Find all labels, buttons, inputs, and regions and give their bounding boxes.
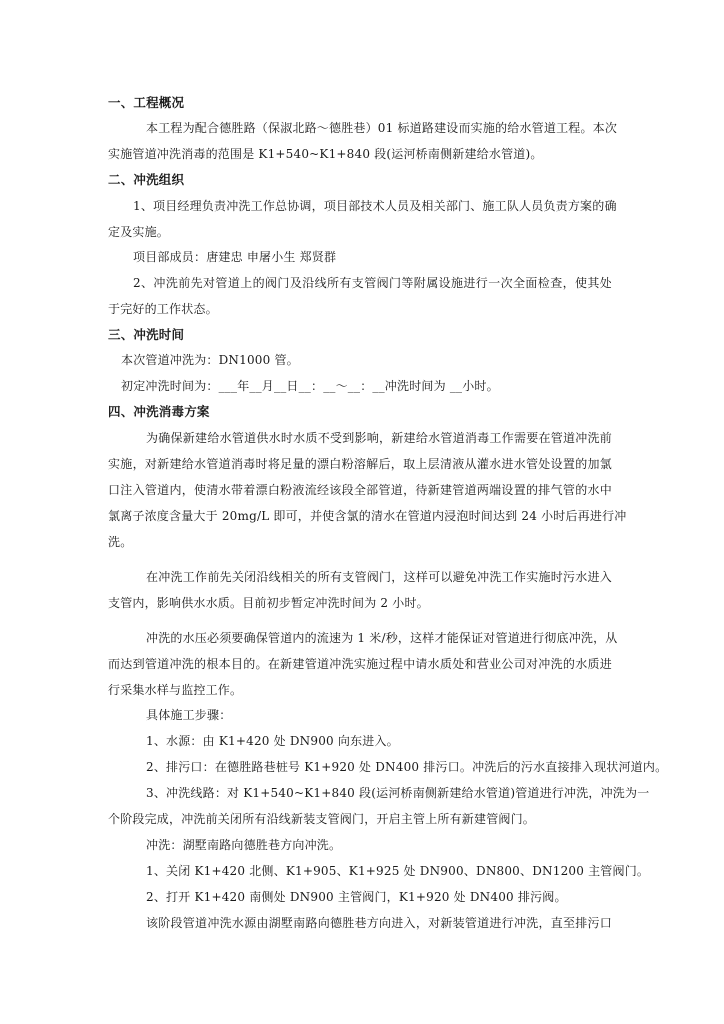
flush-schedule-line: 初定冲洗时间为：___年__月__日__：__～__：__冲洗时间为 __小时。 bbox=[121, 379, 499, 393]
section-heading-plan: 四、冲洗消毒方案 bbox=[108, 404, 210, 419]
section-heading-organization: 二、冲洗组织 bbox=[108, 172, 185, 187]
paragraph-line: 本次管道冲洗为：DN1000 管。 bbox=[121, 353, 299, 367]
project-members-line: 项目部成员：唐建忠 申屠小生 郑贤群 bbox=[133, 250, 337, 264]
paragraph-line: 氯离子浓度含量大于 20mg/L 即可，并使含氯的清水在管道内浸泡时间达到 24 小时后再进行冲 bbox=[108, 509, 627, 523]
paragraph-line: 支管内，影响供水水质。目前初步暂定冲洗时间为 2 小时。 bbox=[108, 596, 429, 610]
paragraph-line: 于完好的工作状态。 bbox=[108, 302, 218, 316]
paragraph-line: 在冲洗工作前先关闭沿线相关的所有支管阀门，这样可以避免冲洗工作实施时污水进入 bbox=[146, 570, 612, 584]
paragraph-line: 口注入管道内，使清水带着漂白粉液流经该段全部管道，待新建管道两端设置的排气管的水中 bbox=[108, 483, 612, 497]
section-heading-time: 三、冲洗时间 bbox=[108, 327, 185, 342]
step-open-valves: 2、打开 K1+420 南侧处 DN900 主管阀门，K1+920 处 DN400 排污阀。 bbox=[146, 890, 567, 904]
paragraph-line: 冲洗的水压必须要确保管道内的流速为 1 米/秒，这样才能保证对管道进行彻底冲洗，从 bbox=[146, 631, 618, 645]
paragraph-line: 定及实施。 bbox=[108, 225, 170, 239]
step-flush-route: 3、冲洗线路：对 K1+540~K1+840 段(运河桥南侧新建给水管道)管道进行冲洗，冲洗为一 bbox=[146, 786, 650, 800]
paragraph-line: 个阶段完成，冲洗前关闭所有沿线新装支管阀门，开启主管上所有新建管阀门。 bbox=[108, 812, 536, 826]
paragraph-line: 洗。 bbox=[108, 535, 133, 549]
step-drain-outlet: 2、排污口：在德胜路巷桩号 K1+920 处 DN400 排污口。冲洗后的污水直接排入现状河道内。 bbox=[146, 760, 668, 774]
section-heading-overview: 一、工程概况 bbox=[108, 95, 185, 110]
paragraph-line: 实施，对新建给水管道消毒时将足量的漂白粉溶解后，取上层清液从灌水进水管处设置的加氯 bbox=[108, 457, 612, 471]
paragraph-line: 本工程为配合德胜路（保淑北路～德胜巷）01 标道路建设而实施的给水管道工程。本次 bbox=[146, 121, 618, 135]
paragraph-line: 而达到管道冲洗的根本目的。在新建管道冲洗实施过程中请水质处和营业公司对冲洗的水质进 bbox=[108, 657, 612, 671]
paragraph-line: 该阶段管道冲洗水源由湖墅南路向德胜巷方向进入，对新装管道进行冲洗，直至排污口 bbox=[146, 916, 612, 930]
paragraph-line: 1、项目经理负责冲洗工作总协调，项目部技术人员及相关部门、施工队人员负责方案的确 bbox=[133, 199, 617, 213]
paragraph-line: 实施管道冲洗消毒的范围是 K1+540~K1+840 段(运河桥南侧新建给水管道)。 bbox=[108, 147, 543, 161]
step-water-source: 1、水源：由 K1+420 处 DN900 向东进入。 bbox=[146, 734, 399, 748]
step-close-valves: 1、关闭 K1+420 北侧、K1+905、K1+925 处 DN900、DN800、DN1200 主管阀门。 bbox=[146, 864, 650, 878]
flush-direction-line: 冲洗：湖墅南路向德胜巷方向冲洗。 bbox=[146, 838, 342, 852]
steps-intro-line: 具体施工步骤： bbox=[146, 708, 232, 722]
paragraph-line: 2、冲洗前先对管道上的阀门及沿线所有支管阀门等附属设施进行一次全面检查，使其处 bbox=[133, 276, 612, 290]
paragraph-line: 行采集水样与监控工作。 bbox=[108, 683, 243, 697]
paragraph-line: 为确保新建给水管道供水时水质不受到影响，新建给水管道消毒工作需要在管道冲洗前 bbox=[146, 431, 612, 445]
